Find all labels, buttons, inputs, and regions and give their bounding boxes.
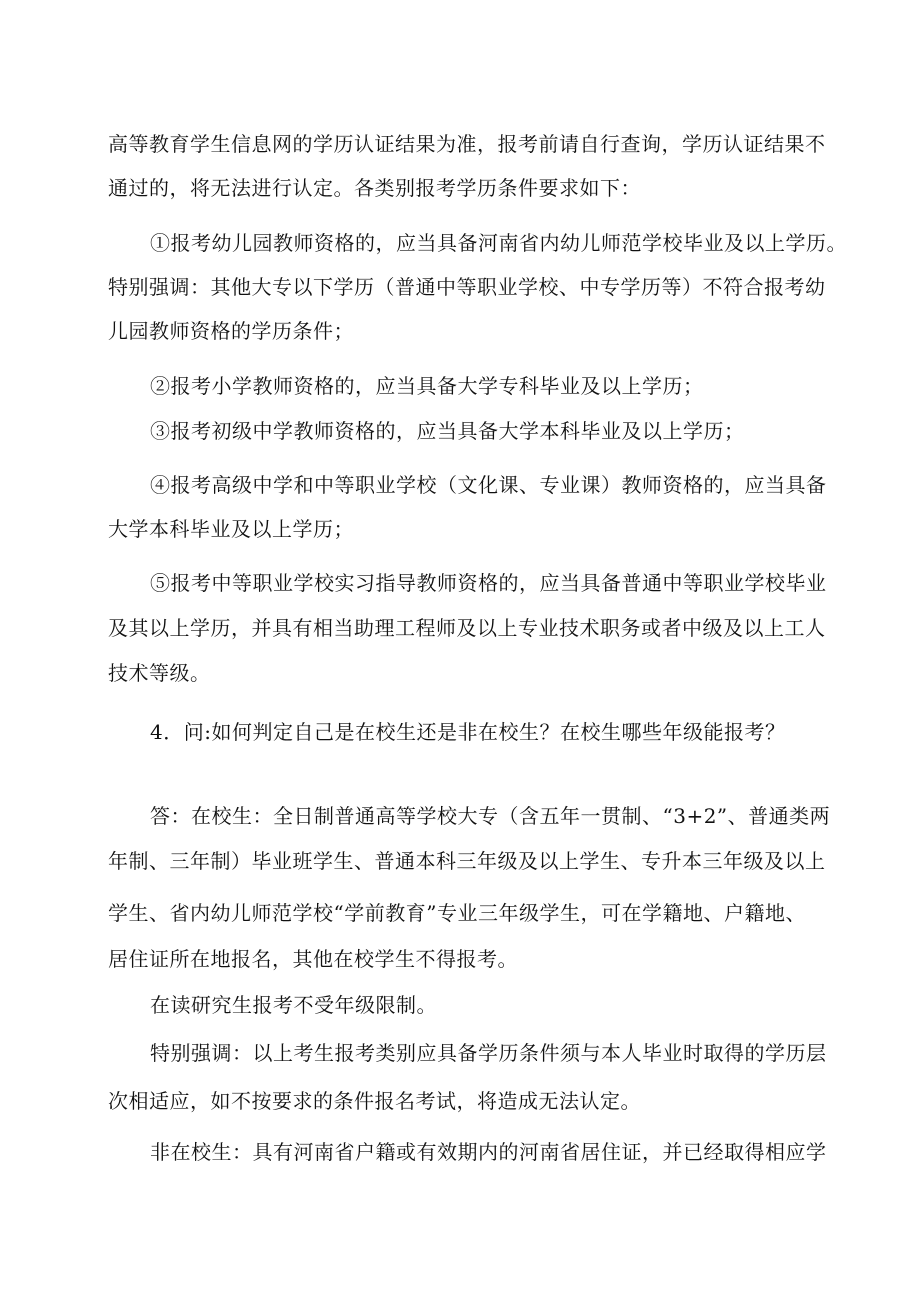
item4-line-1: ④报考高级中学和中等职业学校（文化课、专业课）教师资格的，应当具备 <box>150 473 827 497</box>
graduate-line-1: 在读研究生报考不受年级限制。 <box>150 993 437 1017</box>
item5-line-1: ⑤报考中等职业学校实习指导教师资格的，应当具备普通中等职业学校毕业 <box>150 571 827 595</box>
item5-line-3: 技术等级。 <box>108 661 211 685</box>
intro-line-2: 通过的，将无法进行认定。各类别报考学历条件要求如下： <box>108 176 641 200</box>
intro-line-1: 高等教育学生信息网的学历认证结果为准，报考前请自行查询，学历认证结果不 <box>108 132 826 156</box>
answer-line-3: 学生、省内幼儿师范学校“学前教育”专业三年级学生，可在学籍地、户籍地、 <box>108 901 806 925</box>
item1-line-1: ①报考幼儿园教师资格的，应当具备河南省内幼儿师范学校毕业及以上学历。 <box>150 231 847 255</box>
item1-line-3: 儿园教师资格的学历条件； <box>108 319 354 343</box>
item1-line-2: 特别强调：其他大专以下学历（普通中等职业学校、中专学历等）不符合报考幼 <box>108 275 826 299</box>
non-student-line-1: 非在校生：具有河南省户籍或有效期内的河南省居住证，并已经取得相应学 <box>150 1140 827 1164</box>
item3-line-1: ③报考初级中学教师资格的，应当具备大学本科毕业及以上学历； <box>150 419 745 443</box>
question-4-heading: 4．问:如何判定自己是在校生还是非在校生？在校生哪些年级能报考？ <box>150 720 786 744</box>
answer-line-2: 年制、三年制）毕业班学生、普通本科三年级及以上学生、专升本三年级及以上 <box>108 849 826 873</box>
item2-line-1: ②报考小学教师资格的，应当具备大学专科毕业及以上学历； <box>150 374 704 398</box>
answer-line-1: 答：在校生：全日制普通高等学校大专（含五年一贯制、“3+2”、普通类两 <box>150 804 831 828</box>
answer-line-4: 居住证所在地报名，其他在校学生不得报考。 <box>108 947 518 971</box>
emphasis-line-1: 特别强调：以上考生报考类别应具备学历条件须与本人毕业时取得的学历层 <box>150 1041 827 1065</box>
emphasis-line-2: 次相适应，如不按要求的条件报名考试，将造成无法认定。 <box>108 1089 641 1113</box>
item4-line-2: 大学本科毕业及以上学历； <box>108 517 354 541</box>
item5-line-2: 及其以上学历，并具有相当助理工程师及以上专业技术职务或者中级及以上工人 <box>108 616 826 640</box>
